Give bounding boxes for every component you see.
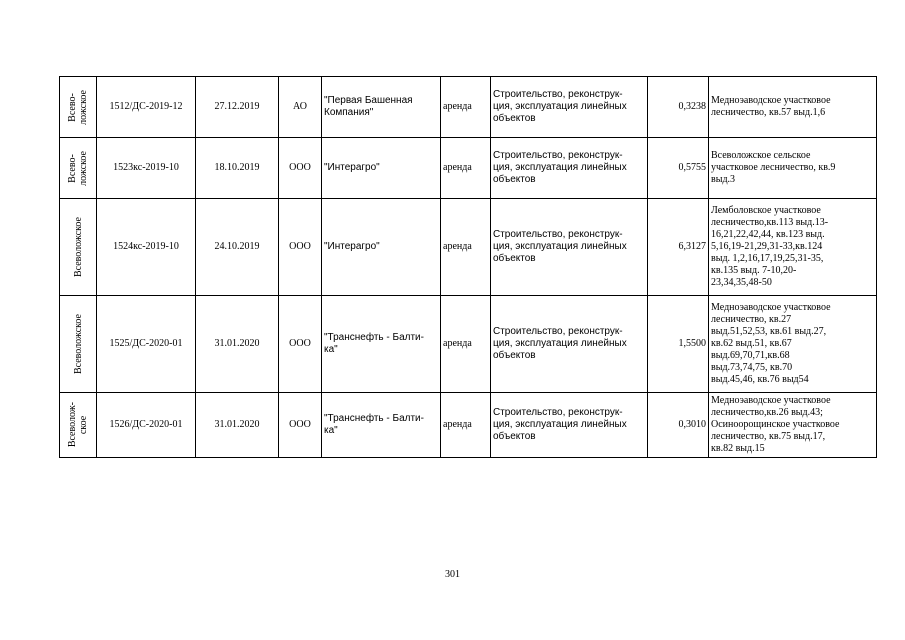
- legal-form: ООО: [279, 138, 322, 199]
- company-name: "Первая Башенная Компания": [322, 77, 441, 138]
- use-type: аренда: [441, 199, 491, 296]
- forest-location: Медноэаводское участковое лесничество,кв.26 выд.43; Осиноорощинское участковое лесничество, кв.75 выд.17, кв.82 выд.15: [709, 393, 877, 458]
- legal-form: ООО: [279, 393, 322, 458]
- district-label: Всево- ложское: [67, 89, 89, 125]
- purpose: Строительство, реконструк- ция, эксплуатация линейных объектов: [491, 138, 648, 199]
- purpose: Строительство, реконструк- ция, эксплуатация линейных объектов: [491, 296, 648, 393]
- area-value: 0,3010: [648, 393, 709, 458]
- area-value: 0,5755: [648, 138, 709, 199]
- area-value: 1,5500: [648, 296, 709, 393]
- contract-date: 31.01.2020: [196, 393, 279, 458]
- district-cell: [60, 77, 97, 138]
- district-cell: [60, 296, 97, 393]
- district-cell: [60, 393, 97, 458]
- use-type: аренда: [441, 138, 491, 199]
- district-cell: [60, 199, 97, 296]
- contract-date: 24.10.2019: [196, 199, 279, 296]
- page-number: 301: [445, 569, 460, 580]
- forest-location: Всеволожское сельское участковое лесничество, кв.9 выд.3: [709, 138, 877, 199]
- area-value: 6,3127: [648, 199, 709, 296]
- table-row: [60, 138, 877, 199]
- contract-date: 27.12.2019: [196, 77, 279, 138]
- table-row: [60, 77, 877, 138]
- forest-location: Медноэаводское участковое лесничество, кв.57 выд.1,6: [709, 77, 877, 138]
- register-table: [59, 76, 877, 458]
- purpose: Строительство, реконструк- ция, эксплуатация линейных объектов: [491, 199, 648, 296]
- contract-number: 1512/ДС-2019-12: [97, 77, 196, 138]
- table-row: [60, 296, 877, 393]
- district-label: Всеволожское: [72, 313, 84, 374]
- use-type: аренда: [441, 296, 491, 393]
- legal-form: АО: [279, 77, 322, 138]
- contract-date: 18.10.2019: [196, 138, 279, 199]
- contract-number: 1524кс-2019-10: [97, 199, 196, 296]
- company-name: "Интерагро": [322, 138, 441, 199]
- contract-date: 31.01.2020: [196, 296, 279, 393]
- district-label: Всеволожское: [72, 216, 84, 277]
- purpose: Строительство, реконструк- ция, эксплуатация линейных объектов: [491, 393, 648, 458]
- company-name: "Интерагро": [322, 199, 441, 296]
- use-type: аренда: [441, 393, 491, 458]
- contract-number: 1526/ДС-2020-01: [97, 393, 196, 458]
- company-name: "Транснефть - Балти- ка": [322, 393, 441, 458]
- forest-location: Лемболовское участковое лесничество,кв.113 выд.13- 16,21,22,42,44, кв.123 выд. 5,16,19-21,29,31-33,кв.124 выд. 1,2,16,17,19,25,31-35, кв.135 выд. 7-10,20- 23,34,35,48-50: [709, 199, 877, 296]
- district-cell: [60, 138, 97, 199]
- table-row: [60, 393, 877, 458]
- district-label: Всеволож- ское: [67, 402, 89, 448]
- table-row: [60, 199, 877, 296]
- legal-form: ООО: [279, 296, 322, 393]
- use-type: аренда: [441, 77, 491, 138]
- area-value: 0,3238: [648, 77, 709, 138]
- company-name: "Транснефть - Балти- ка": [322, 296, 441, 393]
- purpose: Строительство, реконструк- ция, эксплуатация линейных объектов: [491, 77, 648, 138]
- contract-number: 1523кс-2019-10: [97, 138, 196, 199]
- district-label: Всево- ложское: [67, 150, 89, 186]
- legal-form: ООО: [279, 199, 322, 296]
- forest-location: Медноэаводское участковое лесничество, кв.27 выд.51,52,53, кв.61 выд.27, кв.62 выд.51, кв.67 выд.69,70,71,кв.68 выд.73,74,75, кв.70 выд.45,46, кв.76 выд54: [709, 296, 877, 393]
- contract-number: 1525/ДС-2020-01: [97, 296, 196, 393]
